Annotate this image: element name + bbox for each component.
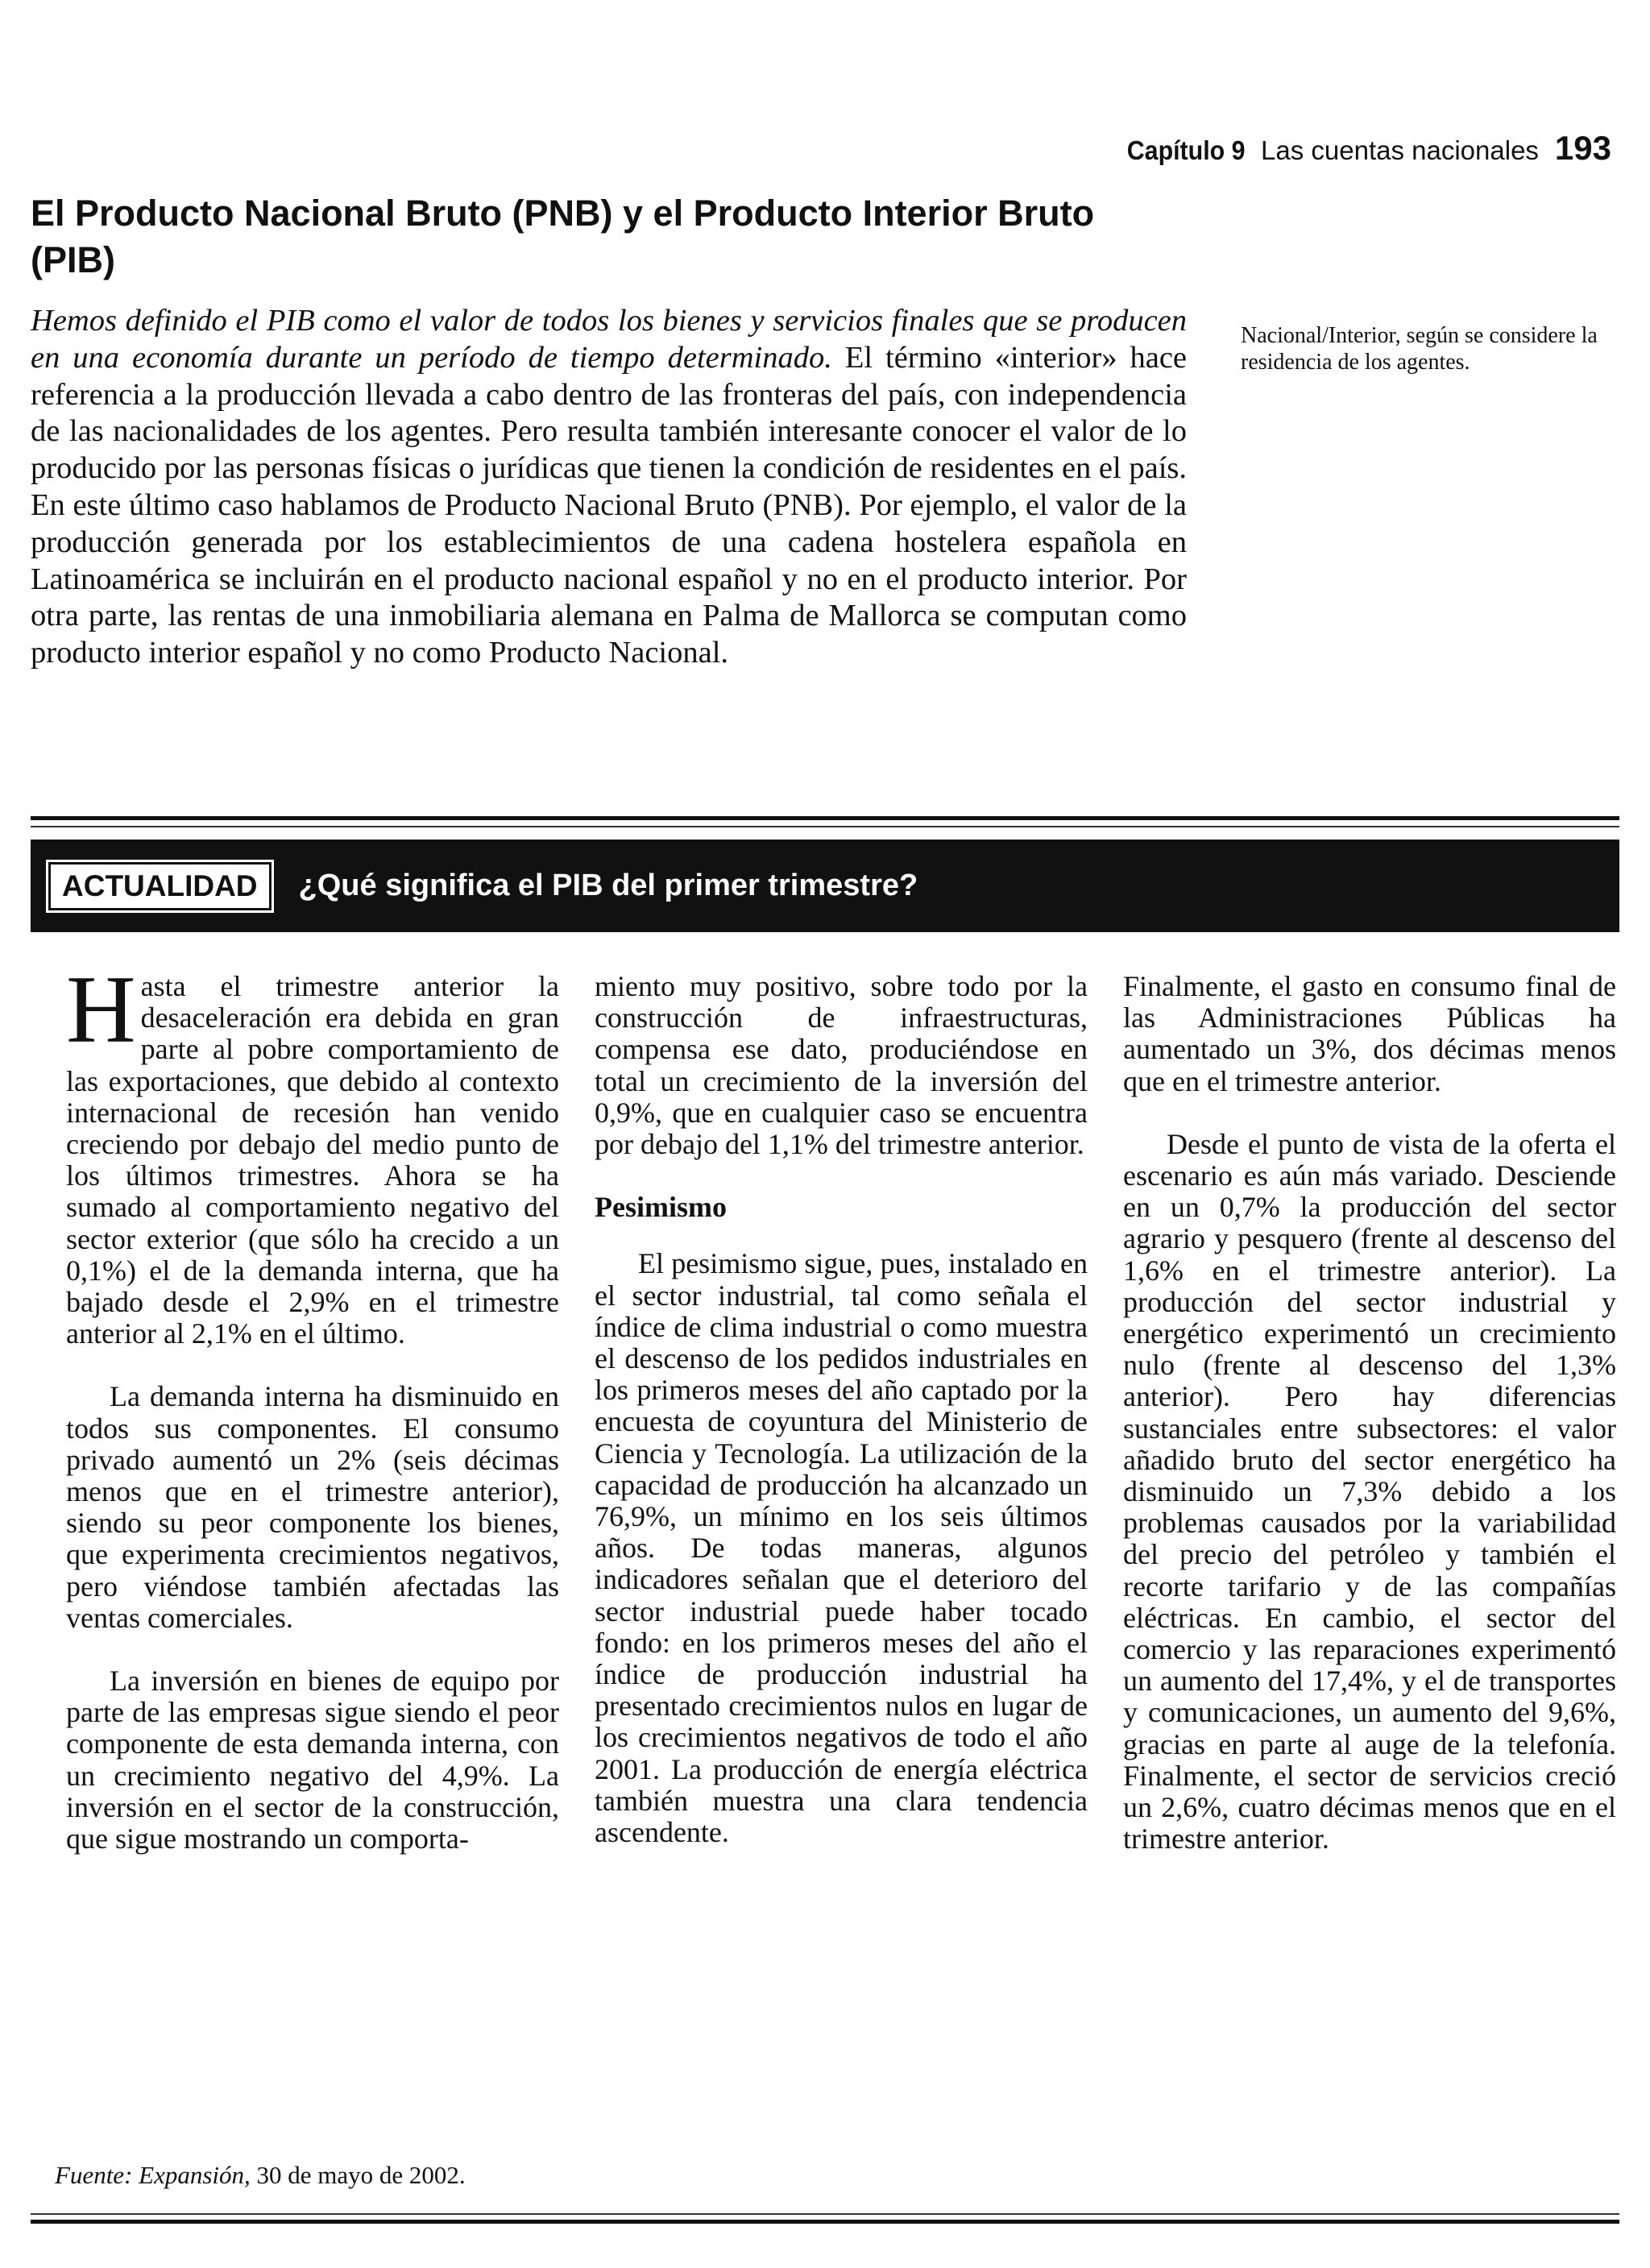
source-label: Fuente: [55, 2161, 133, 2189]
col1-paragraph-1 [66, 956, 559, 1350]
box-banner [31, 840, 1619, 932]
source-publication: Expansión, [139, 2161, 251, 2189]
section-title: El Producto Nacional Bruto (PNB) y el Producto Interior Bruto (PIB) [31, 193, 1095, 280]
box-bottom-rule-thin [31, 2213, 1619, 2215]
actualidad-badge: ACTUALIDAD [48, 862, 272, 910]
box-column-2 [595, 971, 1088, 1880]
running-header [1117, 129, 1612, 168]
intro-rest: El término «interior» hace referencia a la producción llevada a cabo dentro de las fronteras del país, con independencia de las nacionalidades de los agentes. Pero resulta también interesante conocer el valor de lo producido por las personas físicas o jurídicas que tienen la condición de residentes en el país. En este último caso hablamos de Producto Nacional Bruto (PNB). Por ejemplo, el valor de la producción generada por los establecimientos de una cadena hostelera española en Latinoamérica se incluirán en el producto nacional español y no en el producto interior. Por otra parte, las rentas de una inmobiliaria alemana en Palma de Mallorca se computan como producto interior español y no como Producto Nacional. [31, 340, 1188, 670]
chapter-title: Las cuentas nacionales [1261, 135, 1539, 165]
box-column-3 [1123, 971, 1616, 1886]
box-top-rule-thin [31, 826, 1619, 827]
col1-paragraph-3: La inversión en bienes de equipo por parte de las empresas sigue siendo el peor componente de esta demanda interna, con un crecimiento negativo del 4,9%. La inversión en el sector de la construcción, que sigue mostrando un comporta- [66, 1665, 559, 1855]
chapter-label: Capítulo 9 [1126, 135, 1246, 165]
subhead-pesimismo: Pesimismo [595, 1191, 727, 1224]
intro-lead: Hemos definido el PIB como el valor de todos los bienes y servicios finales que se producen en una economía durante un período de tiempo determinado. [31, 304, 1187, 375]
margin-note: Nacional/Interior, según se considere la residencia de los agentes. [1241, 323, 1598, 375]
drop-cap: H [66, 956, 136, 1063]
box-bottom-rule [31, 2220, 1619, 2224]
col1-p1-text: asta el trimestre anterior la desaceleración era debida en gran parte al pobre comportamiento de las exportaciones, que debido al contexto internacional de recesión han venido creciendo por debajo del medio punto de los últimos trimestres. Ahora se ha sumado al comportamiento negativo del sector exterior (que sólo ha crecido a un 0,1%) el de la demanda interna, que ha bajado desde el 2,9% en el trimestre anterior al 2,1% en el último. [66, 970, 559, 1350]
col3-paragraph-2: Desde el punto de vista de la oferta el escenario es aún más variado. Desciende en un 0,7% la producción del sector agrario y pesquero (frente al descenso del 1,6% en el trimestre anterior). La producción del sector industrial y energético experimentó un crecimiento nulo (frente al descenso del 1,3% anterior). Pero hay diferencias sustanciales entre subsectores: el valor añadido bruto del sector energético ha disminuido un 7,3% debido a los problemas causados por la variabilidad del precio del petróleo y también el recorte tarifario y de las compañías eléctricas. En cambio, el sector del comercio y las reparaciones experimentó un aumento del 17,4%, y el de transportes y comunicaciones, un aumento del 9,6%, gracias en parte al auge de la telefonía. Finalmente, el sector de servicios creció un 2,6%, cuatro décimas menos que en el trimestre anterior. [1123, 1127, 1616, 1855]
source-citation [55, 2161, 466, 2190]
box-title: ¿Qué significa el PIB del primer trimestre? [298, 869, 918, 902]
box-column-1 [66, 956, 559, 1886]
page-number: 193 [1554, 129, 1611, 167]
col2-paragraph-1: miento muy positivo, sobre todo por la construcción de infraestructuras, compensa ese dato, produciéndose en total un crecimiento de la inversión del 0,9%, que en cualquier caso se encuentra por debajo del 1,1% del trimestre anterior. [595, 970, 1088, 1161]
box-top-rule [31, 816, 1619, 820]
col3-paragraph-1: Finalmente, el gasto en consumo final de las Administraciones Públicas ha aumentado un 3%, dos décimas menos que en el trimestre anterior. [1123, 970, 1616, 1097]
source-date: 30 de mayo de 2002. [256, 2161, 466, 2189]
col2-paragraph-2: El pesimismo sigue, pues, instalado en el sector industrial, tal como señala el índice de clima industrial o como muestra el descenso de los pedidos industriales en los primeros meses del año captado por la encuesta de coyuntura del Ministerio de Ciencia y Tecnología. La utilización de la capacidad de producción ha alcanzado un 76,9%, un mínimo en los seis últimos años. De todas maneras, algunos indicadores señalan que el deterioro del sector industrial puede haber tocado fondo: en los primeros meses del año el índice de producción industrial ha presentado crecimientos nulos en lugar de los crecimientos negativos de todo el año 2001. La producción de energía eléctrica también muestra una clara tendencia ascendente. [595, 1247, 1088, 1849]
intro-paragraph [31, 303, 1187, 672]
col1-paragraph-2: La demanda interna ha disminuido en todos sus componentes. El consumo privado aumentó un 2% (seis décimas menos que en el trimestre anterior), siendo su peor componente los bienes, que experimenta crecimientos negativos, pero viéndose también afectadas las ventas comerciales. [66, 1380, 559, 1634]
